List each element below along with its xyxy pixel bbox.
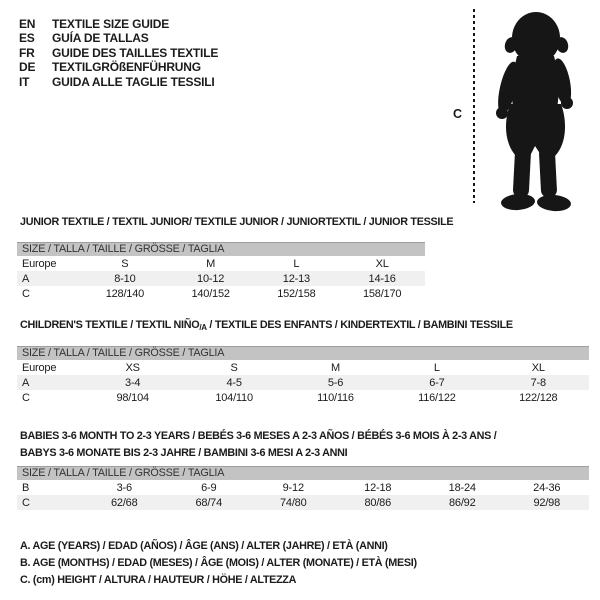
table-cell: 18-24	[448, 481, 476, 494]
language-code: DE	[19, 60, 36, 75]
language-title: GUÍA DE TALLAS	[52, 31, 149, 46]
table-cell: M	[206, 257, 216, 270]
language-code: FR	[19, 45, 35, 60]
language-title: GUIDE DES TAILLES TEXTILE	[52, 45, 219, 60]
table-cell: L	[433, 361, 440, 374]
children-heading-sub: /A	[199, 323, 207, 332]
table-row	[17, 390, 589, 405]
table-cell: 80/86	[364, 496, 392, 509]
table-cell: 128/140	[105, 287, 145, 300]
row-label-cell: C	[22, 496, 30, 509]
babies-size-table	[17, 466, 589, 510]
table-cell: 7-8	[530, 376, 546, 389]
table-row	[17, 360, 589, 375]
table-cell: 110/116	[317, 391, 354, 404]
table-cell: 98/104	[116, 391, 149, 404]
table-cell: 14-16	[368, 272, 396, 285]
height-dashed-line	[473, 9, 475, 203]
babies-section-heading	[20, 428, 496, 462]
language-code: ES	[19, 31, 35, 46]
table-cell: 122/128	[519, 391, 558, 404]
table-cell: L	[293, 257, 300, 270]
language-code: EN	[19, 17, 36, 31]
language-row	[19, 31, 218, 45]
table-cell: 3-4	[125, 376, 141, 389]
footnotes	[20, 538, 417, 590]
table-cell: 62/68	[110, 496, 138, 509]
row-label-cell: A	[22, 376, 30, 389]
size-table-header: SIZE / TALLA / TAILLE / GRÖSSE / TAGLIA	[17, 346, 589, 360]
table-cell: M	[331, 361, 340, 374]
children-size-table	[17, 346, 589, 405]
table-cell: 6-7	[429, 376, 445, 389]
table-cell: 9-12	[282, 481, 304, 494]
table-cell: 158/170	[362, 287, 402, 300]
row-label-cell: Europe	[22, 361, 57, 374]
table-cell: 140/152	[191, 287, 230, 300]
children-heading-prefix: CHILDREN'S TEXTILE / TEXTIL NIÑO	[20, 319, 200, 331]
table-row	[17, 495, 589, 510]
table-cell: S	[230, 361, 238, 374]
table-row	[17, 480, 589, 495]
table-cell: 8-10	[114, 272, 136, 285]
size-table-header: SIZE / TALLA / TAILLE / GRÖSSE / TAGLIA	[17, 466, 589, 480]
language-row	[19, 75, 218, 89]
row-label-cell: B	[22, 481, 30, 494]
language-row	[19, 60, 218, 74]
language-title: GUIDA ALLE TAGLIE TESSILI	[52, 74, 215, 89]
table-row	[17, 375, 589, 390]
baby-silhouette-svg	[483, 8, 587, 216]
footnote-a: A. AGE (YEARS) / EDAD (AÑOS) / ÂGE (ANS) / ALTER (JAHRE) / ETÀ (ANNI)	[20, 540, 388, 552]
language-title: TEXTILE SIZE GUIDE	[52, 17, 170, 31]
table-cell: XS	[125, 361, 140, 374]
row-label-cell: A	[22, 272, 30, 285]
table-cell: 68/74	[195, 496, 223, 509]
row-label-cell: Europe	[22, 257, 57, 270]
language-title: TEXTILGRÖßENFÜHRUNG	[52, 60, 201, 75]
children-heading-suffix: / TEXTILE DES ENFANTS / KINDERTEXTIL / BAMBINI TESSILE	[206, 319, 513, 331]
row-label-cell: C	[22, 391, 30, 404]
table-cell: 5-6	[327, 376, 344, 389]
footnote-b: B. AGE (MONTHS) / EDAD (MESES) / ÂGE (MOIS) / ALTER (MONATE) / ETÀ (MESI)	[20, 557, 417, 570]
table-row	[17, 286, 425, 301]
table-cell: 116/122	[418, 391, 456, 404]
table-cell: 3-6	[116, 481, 132, 494]
table-cell: XL	[375, 257, 389, 270]
table-cell: XL	[531, 361, 545, 374]
table-cell: 12-18	[364, 481, 392, 494]
table-cell: 4-5	[226, 376, 242, 389]
junior-size-table	[17, 242, 425, 301]
babies-heading-line-1: BABIES 3-6 MONTH TO 2-3 YEARS / BEBÉS 3-6 MESES A 2-3 AÑOS / BÉBÉS 3-6 MOIS À 2-3 ANS /	[20, 430, 497, 442]
babies-heading-line-2: BABYS 3-6 MONATE BIS 2-3 JAHRE / BAMBINI 3-6 MESI A 2-3 ANNI	[20, 447, 348, 459]
table-cell: 12-13	[282, 272, 310, 285]
language-code: IT	[19, 74, 30, 89]
language-row	[19, 17, 218, 31]
table-cell: 24-36	[533, 481, 561, 494]
table-cell: 92/98	[533, 496, 561, 509]
table-cell: S	[121, 257, 129, 270]
table-row	[17, 271, 425, 286]
baby-silhouette	[483, 8, 587, 216]
footnote-c: C. (cm) HEIGHT / ALTURA / HAUTEUR / HÖHE / ALTEZZA	[20, 574, 297, 587]
row-label-cell: C	[22, 287, 30, 300]
junior-section-heading: JUNIOR TEXTILE / TEXTIL JUNIOR/ TEXTILE JUNIOR / JUNIORTEXTIL / JUNIOR TESSILE	[20, 216, 454, 228]
table-row	[17, 256, 425, 271]
table-cell: 152/158	[277, 287, 316, 300]
children-section-heading	[20, 319, 513, 334]
height-label-c: C	[453, 107, 463, 121]
size-table-header: SIZE / TALLA / TAILLE / GRÖSSE / TAGLIA	[17, 242, 425, 256]
table-cell: 74/80	[279, 496, 307, 509]
table-cell: 104/110	[215, 391, 253, 404]
table-cell: 86/92	[448, 496, 476, 509]
table-cell: 6-9	[201, 481, 217, 494]
language-list	[19, 17, 218, 89]
table-cell: 10-12	[197, 272, 225, 285]
language-row	[19, 46, 218, 60]
